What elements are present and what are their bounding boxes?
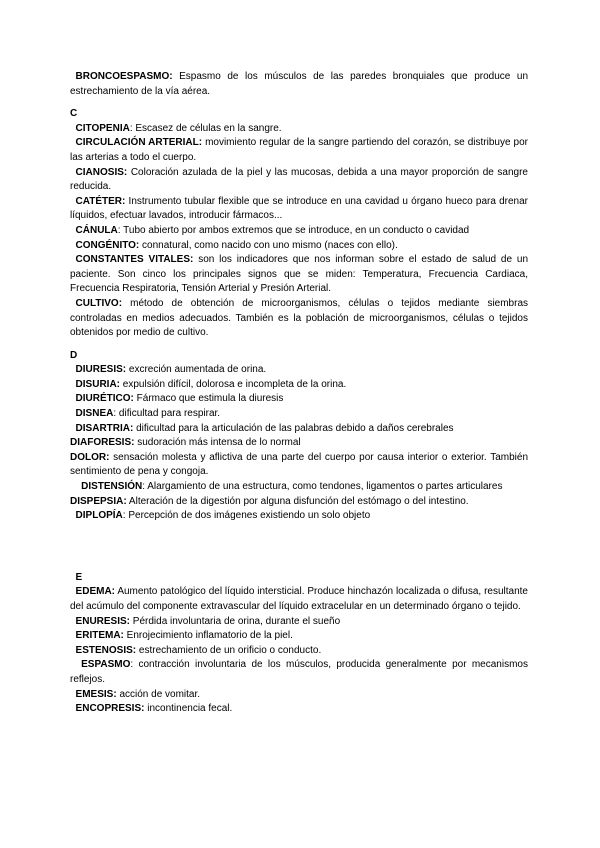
entry-term: CULTIVO: [75, 297, 123, 309]
entry-definition: sudoración más intensa de lo normal [137, 437, 301, 449]
entry-term: ESTENOSIS: [75, 644, 137, 656]
glossary-entry [70, 70, 528, 99]
entry-definition: método de obtención de microorganismos, células o tejidos mediante siembras controladas en medios adecuados. También es la población de microorganismos, células o tejidos obtenidos por medio de cultivo. [70, 297, 529, 339]
entry-definition: contracción involuntaria de los músculos, producida generalmente por mecanismos reflejos. [70, 659, 528, 685]
entry-definition: Tubo abierto por ambos extremos que se introduce, en un conducto o cavidad [123, 224, 470, 236]
entries-d [70, 363, 528, 524]
glossary-entry [70, 451, 528, 480]
entry-term: DOLOR: [70, 451, 110, 463]
entry-definition: son los indicadores que nos informan sobre el estado de salud de un paciente. Son cinco los principales signos que se miden: Temperatura, Frecuencia Cardiaca, Frecuencia Respiratoria, Tensión Arterial y Presión Arterial. [70, 254, 529, 295]
entry-definition: Alargamiento de una estructura, como tendones, ligamentos o partes articulares [147, 481, 503, 493]
glossary-entry [70, 615, 528, 630]
entry-term: CONSTANTES VITALES: [75, 254, 194, 266]
entry-definition: estrechamiento de un orificio o conducto. [138, 644, 322, 656]
glossary-entry: DISTENSIÓN: Alargamiento de una estructura, como tendones, ligamentos o partes articulares [81, 481, 503, 493]
entry-term: DIURESIS: [75, 364, 127, 376]
entry-definition: Escasez de células en la sangre. [135, 122, 282, 134]
entry-term: CÁNULA [75, 224, 118, 236]
section-e [70, 571, 528, 717]
entry-term: ERITEMA: [75, 630, 124, 642]
entry-term: CATÉTER: [75, 195, 126, 207]
entry-term: DIAFORESIS: [70, 437, 135, 449]
section-c [70, 107, 528, 341]
entry-term: CIANOSIS: [75, 166, 128, 178]
intro-section [70, 70, 528, 99]
glossary-entry: CÁNULA: Tubo abierto por ambos extremos que se introduce, en un conducto o cavidad [75, 224, 470, 236]
glossary-entry [70, 195, 528, 224]
document-page [70, 70, 528, 717]
glossary-entry [70, 378, 528, 393]
section-letter: D [70, 349, 78, 361]
entry-definition: Instrumento tubular flexible que se introduce en una cavidad u órgano hueco para drenar líquidos, efectuar lavados, introducir fármacos... [70, 195, 528, 222]
glossary-entry [70, 253, 528, 297]
entry-term: ENCOPRESIS: [75, 703, 145, 715]
entry-term: DISARTRIA: [75, 422, 134, 434]
entries-c [70, 122, 528, 341]
entry-term: DIPLOPÍA [75, 510, 123, 522]
glossary-entry: DISNEA: dificultad para respirar. [75, 408, 221, 420]
entry-definition: Enrojecimiento inflamatorio de la piel. [126, 630, 293, 642]
glossary-entry [70, 644, 528, 659]
entry-definition: Espasmo de los músculos de las paredes bronquiales que produce un estrechamiento de la vía aérea. [70, 71, 529, 97]
entry-term: CIRCULACIÓN ARTERIAL: [75, 137, 203, 149]
section-d [70, 349, 528, 524]
entry-definition: acción de vomitar. [119, 688, 201, 700]
entry-definition: dificultad para la articulación de las palabras debido a daños cerebrales [136, 422, 454, 434]
entry-definition: excreción aumentada de orina. [128, 364, 267, 376]
entry-term: ESPASMO [81, 659, 131, 671]
entry-definition: Fármaco que estimula la diuresis [136, 393, 284, 405]
glossary-entry [70, 392, 528, 407]
entry-term: DISNEA [75, 408, 114, 420]
glossary-entry [70, 629, 528, 644]
glossary-entry [70, 136, 528, 165]
entry-term: DISPEPSIA: [70, 495, 127, 507]
entry-term: DISURIA: [75, 378, 120, 390]
entry-term: BRONCOESPASMO: [75, 71, 173, 82]
section-letter: C [70, 108, 78, 120]
entry-definition: Alteración de la digestión por alguna disfunción del estómago o del intestino. [128, 495, 469, 507]
glossary-entry [70, 166, 528, 195]
entry-definition: connatural, como nacido con uno mismo (naces con ello). [142, 239, 398, 251]
glossary-entry: CITOPENIA: Escasez de células en la sangre. [75, 122, 282, 134]
entry-term: EDEMA: [75, 586, 115, 598]
glossary-entry [70, 495, 528, 510]
entry-definition: dificultad para respirar. [118, 408, 221, 420]
entry-definition: Coloración azulada de la piel y las mucosas, debida a una mayor proporción de sangre reducida. [70, 166, 528, 193]
glossary-entry: DIPLOPÍA: Percepción de dos imágenes existiendo un solo objeto [75, 510, 371, 522]
entry-definition: Aumento patológico del líquido intersticial. Produce hinchazón localizada o difusa, resultante del acúmulo del componente extravascular del líquido extracelular en un determinado órgano o tejido. [70, 586, 528, 612]
entry-definition: Pérdida involuntaria de orina, durante el sueño [132, 615, 341, 627]
glossary-entry [70, 436, 528, 451]
entry-definition: expulsión difícil, dolorosa e incompleta de la orina. [122, 378, 347, 390]
entry-term: CONGÉNITO: [75, 239, 140, 251]
entry-term: EMESIS: [75, 688, 117, 700]
glossary-entry [70, 702, 528, 717]
entry-term: ENURESIS: [75, 615, 130, 627]
entries-e [70, 585, 528, 716]
entry-definition: sensación molesta y aflictiva de una parte del cuerpo por causa interior o exterior. También sentimiento de pena y congoja. [70, 451, 529, 478]
entry-definition: movimiento regular de la sangre partiendo del corazón, se distribuye por las arterias a todo el cuerpo. [70, 137, 528, 163]
glossary-entry: ESPASMO: contracción involuntaria de los músculos, producida generalmente por mecanismos reflejos. [70, 659, 528, 685]
glossary-entry [70, 297, 528, 341]
glossary-entry [70, 688, 528, 703]
entry-term: CITOPENIA [75, 122, 130, 134]
glossary-entry [70, 585, 528, 614]
glossary-entry [70, 363, 528, 378]
entry-term: DIURÉTICO: [75, 393, 134, 405]
glossary-entry [70, 422, 528, 437]
section-letter: E [75, 571, 83, 583]
glossary-entry [70, 239, 528, 254]
entry-term: DISTENSIÓN [81, 481, 143, 493]
entry-definition: incontinencia fecal. [147, 703, 233, 715]
entry-definition: Percepción de dos imágenes existiendo un solo objeto [128, 510, 371, 522]
